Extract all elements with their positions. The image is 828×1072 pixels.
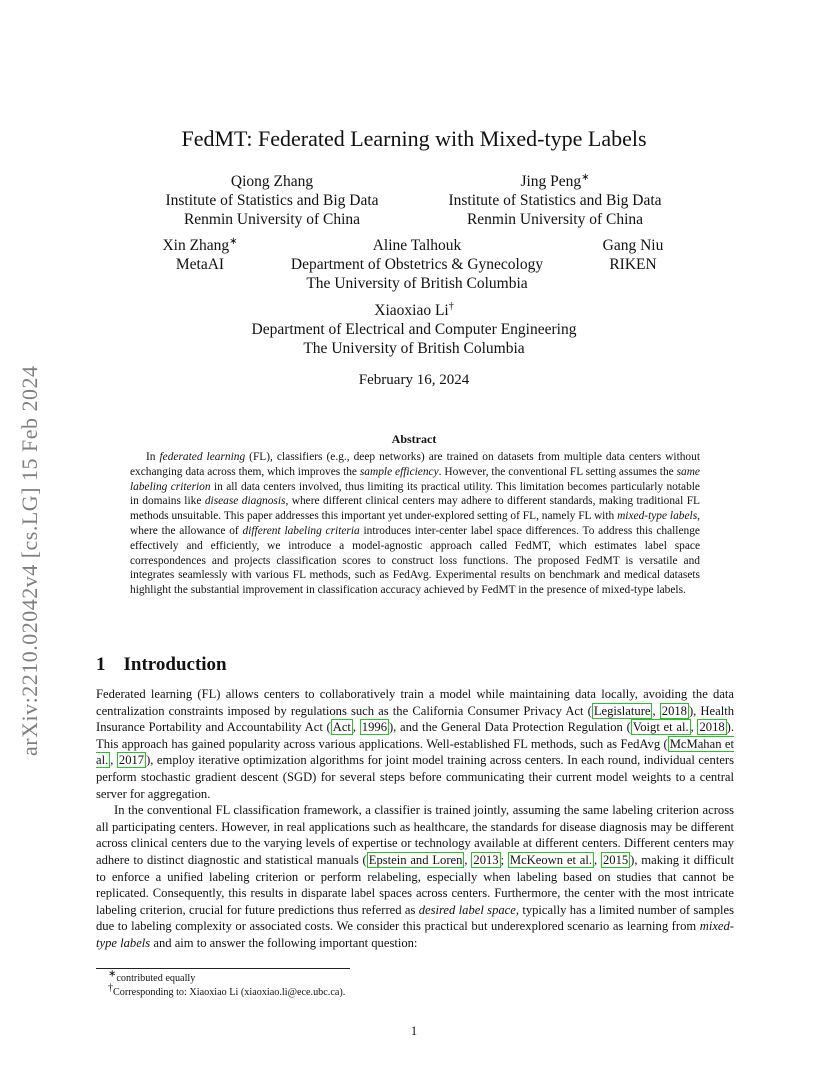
footnote-divider (96, 968, 350, 969)
citation-link[interactable]: 2013 (473, 852, 499, 867)
author-name: Aline Talhouk (372, 237, 462, 254)
paper-title: FedMT: Federated Learning with Mixed-type Labels (181, 126, 647, 151)
author-affiliation: Renmin University of China (466, 211, 644, 228)
author-jing-peng (430, 172, 680, 229)
arxiv-identifier-stamp: arXiv:2210.02042v4 [cs.LG] 15 Feb 2024 (17, 365, 42, 756)
page-number: 1 (410, 1024, 418, 1038)
author-affiliation: Department of Electrical and Computer Engineering (251, 321, 577, 338)
footnote-corresponding-author: †Corresponding to: Xiaoxiao Li (xiaoxiao.li@ece.ubc.ca). (108, 982, 346, 998)
author-affiliation: RIKEN (609, 256, 657, 273)
equal-contribution-mark: ∗ (581, 171, 590, 183)
author-aline-talhouk (272, 236, 562, 293)
citation-link[interactable]: McKeown et al. (509, 852, 592, 867)
citation-link[interactable]: McMahan et al. (96, 736, 734, 768)
author-affiliation: Institute of Statistics and Big Data (448, 192, 662, 209)
citation-link[interactable]: Legislature (593, 703, 651, 718)
author-affiliation: The University of British Columbia (306, 275, 528, 292)
paper-date: February 16, 2024 (358, 372, 470, 388)
footnotes (108, 968, 346, 1000)
citation-link[interactable]: 1996 (361, 720, 387, 735)
author-xiaoxiao-li (214, 301, 614, 358)
paragraph-1: Federated learning (FL) allows centers to collaboratively train a model while maintaining data locally, avoiding the data centralization constraints imposed by regulations such as the California Consumer Privacy Act ( Legislature , 2018 ), Health Insurance Portability and Accountability Act ( Act , 1996 ), and the General Data Protection Regulation ( Voigt et al. , 2018 ). This approach has gained popularity across various applications. Well-established FL methods, such as FedAvg ( McMahan et al. , 2017 ), employ iterative optimization algorithms for joint model training across centers. In each round, individual centers perform stochastic gradient descent (SGD) for several steps before communicating their current model weights to a central server for aggregation. (96, 687, 735, 801)
citation-link[interactable]: 2018 (661, 703, 687, 718)
citation-link[interactable]: Epstein and Loren (368, 852, 463, 867)
author-name: Qiong Zhang (230, 173, 314, 190)
corresponding-author-mark: † (448, 300, 454, 312)
author-affiliation: The University of British Columbia (303, 340, 525, 357)
author-name: Xiaoxiao Li (374, 302, 449, 319)
author-qiong-zhang (148, 172, 396, 229)
abstract-text: In federated learning (FL), classifiers (e.g., deep networks) are trained on datasets from multiple data centers without exchanging data across them, which improves the sample efficiency. However, the conventional FL setting assumes the same labeling criterion in all data centers involved, thus limiting its practical utility. This limitation becomes particularly notable in domains like disease diagnosis, where different clinical centers may adhere to different standards, making traditional FL methods unsuitable. This paper addresses this important yet under-explored setting of FL, namely FL with mixed-type labels, where the allowance of different labeling criteria introduces inter-center label space differences. To address this challenge effectively and efficiently, we introduce a model-agnostic approach called FedMT, which estimates label space correspondences and projects classification scores to construct loss functions. The proposed FedMT is versatile and integrates seamlessly with various FL methods, such as FedAvg. Experimental results on benchmark and medical datasets highlight the substantial improvement in classification accuracy achieved by FedMT in the presence of mixed-type labels. (130, 451, 700, 597)
section-title: Introduction (123, 654, 227, 675)
introduction-body (96, 686, 734, 952)
author-name: Gang Niu (602, 237, 664, 254)
paragraph-2: In the conventional FL classification framework, a classifier is trained jointly, assuming the same labeling criterion across all participating centers. However, in real applications such as healthcare, the standards for disease diagnosis may be different across clinical centers due to the varying levels of expertise or technology available at different centers. Different centers may adhere to distinct diagnostic and statistical manuals ( Epstein and Loren , 2013 ; McKeown et al. , 2015 ), making it difficult to enforce a unified labeling criterion or perform relabeling, especially when labeling based on studies that cannot be replicated. Consequently, this results in disparate label spaces across centers. Furthermore, the center with the most intricate labeling criterion, crucial for future predictions thus referred as desired label space, typically has a limited number of samples due to labeling complexity or associated costs. We consider this practical but underexplored scenario as learning from mixed-type labels and aim to answer the following important question: (96, 803, 735, 950)
author-name: Xin Zhang (162, 237, 230, 254)
section-heading-introduction (96, 654, 227, 676)
author-affiliation: Department of Obstetrics & Gynecology (290, 256, 544, 273)
author-gang-niu (586, 236, 680, 274)
citation-link[interactable]: Voigt et al. (632, 720, 689, 735)
equal-contribution-mark: ∗ (229, 235, 238, 247)
author-affiliation: Renmin University of China (183, 211, 361, 228)
author-affiliation: MetaAI (175, 256, 225, 273)
footnote-equal-contribution: ∗contributed equally (108, 968, 196, 984)
abstract-heading: Abstract (391, 432, 437, 446)
author-name: Jing Peng (520, 173, 582, 190)
author-affiliation: Institute of Statistics and Big Data (165, 192, 379, 209)
citation-link[interactable]: 2017 (118, 753, 145, 768)
section-number: 1 (96, 654, 106, 675)
citation-link[interactable]: 2018 (699, 720, 725, 735)
citation-link[interactable]: Act (332, 720, 351, 735)
author-xin-zhang (150, 236, 250, 274)
citation-link[interactable]: 2015 (602, 852, 629, 867)
